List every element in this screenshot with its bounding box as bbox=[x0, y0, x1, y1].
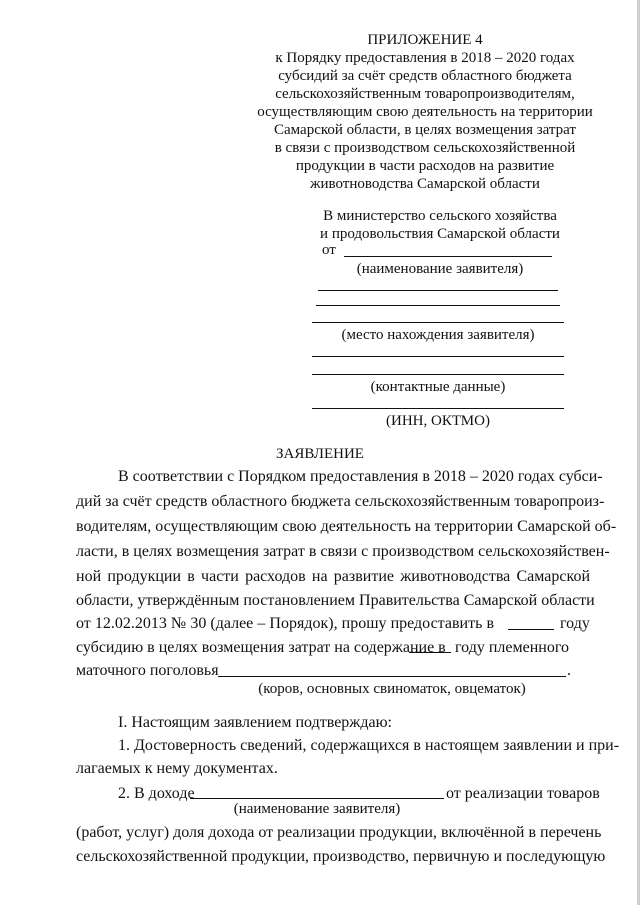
confirm-heading: I. Настоящим заявлением подтверждаю: bbox=[118, 714, 392, 731]
appendix-line-4: осуществляющим свою деятельность на территории bbox=[257, 104, 593, 120]
contacts-line bbox=[312, 374, 564, 375]
applicant-name-line bbox=[344, 256, 552, 257]
inn-caption: (ИНН, ОКТМО) bbox=[386, 413, 490, 429]
statement-title: ЗАЯВЛЕНИЕ bbox=[276, 446, 364, 462]
year-blank-1[interactable] bbox=[508, 629, 554, 630]
blank-line-3 bbox=[312, 356, 564, 357]
paragraph-line-3: водителям, осуществляющим свою деятельность на территории Самарской об- bbox=[76, 518, 617, 535]
addressee-line-1: В министерство сельского хозяйства bbox=[323, 208, 557, 224]
appendix-line-3: сельскохозяйственным товаропроизводителям, bbox=[275, 86, 575, 102]
appendix-line-7: продукции в части расходов на развитие bbox=[295, 158, 555, 174]
blank-line-1 bbox=[318, 290, 558, 291]
paragraph-line-9: маточного поголовья bbox=[76, 662, 219, 679]
livestock-caption: (коров, основных свиноматок, овцематок) bbox=[258, 681, 526, 697]
year-word-2: году племенного bbox=[455, 639, 570, 656]
item-2-line-4: сельскохозяйственной продукции, производство, первичную и последующую bbox=[76, 848, 606, 865]
paragraph-line-7: от 12.02.2013 № 30 (далее – Порядок), прошу предоставить в bbox=[76, 615, 494, 632]
addressee-line-2: и продовольствия Самарской области bbox=[320, 226, 560, 242]
paragraph-line-5: ной продукции в части расходов на развитие животноводства Самарской bbox=[76, 568, 590, 585]
livestock-blank[interactable] bbox=[218, 676, 566, 677]
paragraph-line-1: В соответствии с Порядком предоставления в 2018 – 2020 годах субси- bbox=[118, 468, 603, 485]
from-label: от bbox=[322, 242, 336, 258]
appendix-line-6: в связи с производством сельскохозяйственной bbox=[274, 140, 576, 156]
item-1-line-2: лагаемых к нему документах. bbox=[76, 760, 278, 777]
contacts-caption: (контактные данные) bbox=[370, 379, 506, 395]
appendix-line-1: к Порядку предоставления в 2018 – 2020 годах bbox=[275, 50, 575, 66]
paragraph-line-2: дий за счёт средств областного бюджета сельскохозяйственным товаропроиз- bbox=[76, 493, 605, 510]
year-word-1: году bbox=[560, 615, 590, 632]
item-2-line-3: (работ, услуг) доля дохода от реализации продукции, включённой в перечень bbox=[76, 824, 602, 841]
paragraph-line-4: ласти, в целях возмещения затрат в связи с производством сельскохозяйствен- bbox=[76, 543, 610, 560]
location-caption: (место нахождения заявителя) bbox=[341, 327, 535, 343]
paragraph-line-6: области, утверждённым постановлением Правительства Самарской области bbox=[76, 592, 595, 609]
appendix-line-2: субсидий за счёт средств областного бюджета bbox=[278, 68, 572, 84]
inn-line bbox=[312, 408, 564, 409]
item-1-line-1: 1. Достоверность сведений, содержащихся в настоящем заявлении и при- bbox=[118, 737, 620, 754]
appendix-line-5: Самарской области, в целях возмещения затрат bbox=[274, 122, 576, 138]
blank-line-2 bbox=[316, 305, 560, 306]
appendix-line-8: животноводства Самарской области bbox=[310, 176, 540, 192]
year-blank-2[interactable] bbox=[409, 652, 451, 653]
applicant-name-caption: (наименование заявителя) bbox=[356, 261, 524, 277]
item-2-caption: (наименование заявителя) bbox=[233, 801, 401, 817]
item-2-start: 2. В доходе bbox=[118, 785, 195, 802]
paragraph-line-8: субсидию в целях возмещения затрат на содержание в bbox=[76, 639, 446, 656]
appendix-title: ПРИЛОЖЕНИЕ 4 bbox=[367, 32, 483, 48]
item-2-end: от реализации товаров bbox=[446, 785, 600, 802]
location-line bbox=[312, 322, 564, 323]
line-9-period: . bbox=[567, 662, 571, 679]
